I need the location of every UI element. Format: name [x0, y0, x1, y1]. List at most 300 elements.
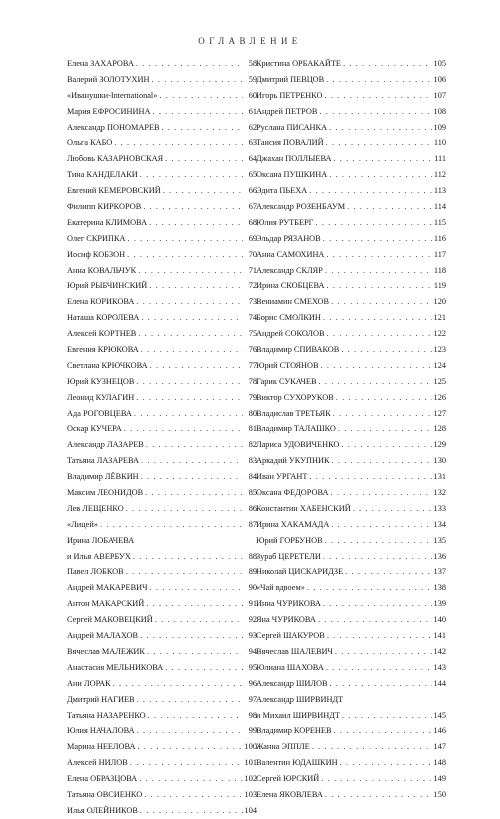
- toc-entry-name: Александр ПОНОМАРЕВ: [67, 122, 160, 132]
- dot-leader: [327, 326, 432, 342]
- toc-entry-name: Ирина ЛОБАЧЕВА: [67, 535, 135, 545]
- toc-entry-name: Ольга КАБО: [67, 138, 113, 148]
- toc-entry-page: 129: [433, 440, 446, 450]
- toc-entry-page: 137: [433, 567, 446, 577]
- toc-entry-page: 112: [433, 170, 446, 180]
- toc-entry-page: 90: [248, 583, 257, 593]
- toc-entry-name: Мария ЕФРОСИНИНА: [67, 106, 151, 116]
- toc-entry: [67, 72, 257, 88]
- toc-entry: [67, 437, 257, 453]
- toc-entry: [67, 151, 257, 167]
- toc-entry: [256, 215, 446, 231]
- toc-entry-name: Лариса УДОВИЧЕНКО: [256, 440, 340, 450]
- toc-entry-name: Сергей ЮРСКИЙ: [256, 774, 320, 784]
- toc-entry-name: Татьяна ЛАЗАРЕВА: [67, 456, 139, 466]
- toc-entry: [256, 120, 446, 136]
- toc-entry-name: Илья ОЛЕЙНИКОВ: [67, 805, 138, 815]
- toc-entry-page: 127: [433, 408, 446, 418]
- toc-entry: [67, 612, 257, 628]
- dot-leader: [159, 88, 243, 104]
- toc-entry-name: Эдита ПЬЕХА: [256, 186, 308, 196]
- toc-entry: [256, 72, 446, 88]
- toc-entry-page: 103: [244, 789, 257, 799]
- toc-entry-page: 99: [248, 726, 257, 736]
- dot-leader: [165, 151, 243, 167]
- dot-leader: [137, 723, 243, 739]
- dot-leader: [163, 183, 243, 199]
- dot-leader: [309, 469, 431, 485]
- dot-leader: [326, 278, 431, 294]
- toc-entry-name: Вячеслав МАЛЕЖИК: [67, 646, 145, 656]
- toc-entry: [67, 549, 257, 565]
- toc-entry-name: Филипп КИРКОРОВ: [67, 202, 142, 211]
- dot-leader: [152, 72, 244, 88]
- toc-entry: [67, 215, 257, 231]
- toc-entry: [256, 676, 446, 692]
- toc-entry-page: 93: [248, 631, 257, 641]
- dot-leader: [141, 342, 243, 358]
- dot-leader: [144, 787, 242, 803]
- dot-leader: [321, 358, 432, 374]
- dot-leader: [141, 310, 243, 326]
- toc-entry-name: Антон МАКАРСКИЙ: [67, 599, 145, 609]
- toc-entry: [256, 580, 446, 596]
- dot-leader: [149, 215, 243, 231]
- dot-leader: [345, 564, 431, 580]
- dot-leader: [149, 278, 243, 294]
- toc-entry: [67, 135, 257, 151]
- dot-leader: [127, 231, 243, 247]
- toc-entry-name: Елена КОРИКОВА: [67, 297, 135, 307]
- dot-leader: [334, 723, 432, 739]
- dot-leader: [147, 644, 243, 660]
- toc-entry-page: 104: [244, 805, 257, 815]
- toc-entry: [67, 406, 257, 422]
- toc-entry-page: 72: [248, 281, 257, 291]
- toc-entry-name: Руслана ПИСАНКА: [256, 122, 328, 132]
- toc-entry-page: 79: [248, 392, 257, 402]
- toc-entry: [67, 708, 257, 724]
- toc-entry-page: 98: [248, 710, 257, 720]
- toc-entry-name: Эльдар РЯЗАНОВ: [256, 233, 321, 243]
- toc-entry-name: Ада РОГОВЦЕВА: [67, 408, 132, 418]
- page-title: ОГЛАВЛЕНИЕ: [198, 36, 302, 46]
- toc-entry-name: «Лицей»: [67, 519, 98, 529]
- toc-entry-name: и Михаил ШИРВИНДТ: [256, 710, 340, 720]
- dot-leader: [341, 342, 431, 358]
- dot-leader: [332, 453, 432, 469]
- toc-entry: [67, 374, 257, 390]
- toc-entry-name: Евгений КЕМЕРОВСКИЙ: [67, 186, 161, 196]
- toc-entry: [256, 628, 446, 644]
- toc-entry-name: Елена ЯКОВЛЕВА: [256, 789, 323, 799]
- toc-entry: [67, 501, 257, 517]
- toc-entry: [256, 501, 446, 517]
- toc-left-column: [67, 56, 257, 819]
- toc-entry: [256, 723, 446, 739]
- dot-leader: [318, 612, 432, 628]
- toc-entry-name: Анна САМОХИНА: [256, 249, 325, 259]
- toc-entry: [256, 183, 446, 199]
- toc-entry-name: Александр ШИРВИНДТ: [256, 694, 344, 704]
- toc-entry: [67, 739, 257, 755]
- toc-entry-page: 66: [248, 186, 257, 196]
- toc-entry: [256, 247, 446, 263]
- toc-entry-name: Валентин ЮДАШКИН: [256, 758, 338, 768]
- toc-entry: [67, 676, 257, 692]
- toc-entry: [256, 406, 446, 422]
- toc-entry-page: 100: [244, 742, 257, 752]
- toc-entry-page: 146: [433, 726, 446, 736]
- toc-entry-page: 140: [433, 615, 446, 625]
- toc-entry: [67, 358, 257, 374]
- dot-leader: [326, 660, 432, 676]
- dot-leader: [127, 247, 243, 263]
- toc-entry: [67, 787, 257, 803]
- toc-entry-page: 114: [433, 202, 446, 211]
- dot-leader: [162, 120, 243, 136]
- toc-entry-page: 101: [244, 758, 257, 768]
- dot-leader: [312, 739, 432, 755]
- toc-entry: [256, 421, 446, 437]
- toc-entry: [256, 485, 446, 501]
- toc-entry-name: Жанна ЭППЛЕ: [256, 742, 310, 752]
- toc-entry-page: 126: [433, 392, 446, 402]
- toc-entry-page: 118: [433, 265, 446, 275]
- toc-entry-page: 148: [433, 758, 446, 768]
- toc-entry-page: 142: [433, 646, 446, 656]
- toc-entry-name: Владислав ТРЕТЬЯК: [256, 408, 331, 418]
- toc-entry-name: Любовь КАЗАРНОВСКАЯ: [67, 154, 164, 164]
- toc-entry: [256, 167, 446, 183]
- toc-entry: [67, 263, 257, 279]
- toc-entry-name: Алексей НИЛОВ: [67, 758, 128, 768]
- toc-entry-name: Леонид КУЛАГИН: [67, 392, 135, 402]
- toc-entry-page: 97: [248, 694, 257, 704]
- toc-entry-name: Валерий ЗОЛОТУХИН: [67, 74, 150, 84]
- toc-entry-name: Андрей СОКОЛОВ: [256, 329, 325, 339]
- toc-entry-page: 121: [433, 313, 446, 323]
- dot-leader: [347, 199, 432, 215]
- dot-leader: [326, 72, 431, 88]
- dot-leader: [114, 135, 243, 151]
- toc-entry: [256, 135, 446, 151]
- toc-entry-name: Лев ЛЕЩЕНКО: [67, 503, 124, 513]
- toc-entry-name: Аркадий УКУПНИК: [256, 456, 330, 466]
- toc-entry-name: Зураб ЦЕРЕТЕЛИ: [256, 551, 321, 561]
- dot-leader: [329, 120, 431, 136]
- toc-entry: [256, 596, 446, 612]
- dot-leader: [140, 803, 243, 819]
- toc-entry-page: 75: [248, 329, 257, 339]
- toc-entry-name: Наташа КОРОЛЕВА: [67, 313, 140, 323]
- dot-leader: [138, 326, 243, 342]
- toc-entry-name: Оксана ПУШКИНА: [256, 170, 328, 180]
- toc-entry: [67, 644, 257, 660]
- toc-entry-page: 76: [248, 345, 257, 355]
- toc-entry-name: Юрий СТОЯНОВ: [256, 360, 319, 370]
- toc-entry-page: 81: [248, 424, 257, 434]
- toc-entry: [67, 485, 257, 501]
- toc-entry: [67, 104, 257, 120]
- toc-entry: [67, 723, 257, 739]
- toc-entry-name: Оксана ФЕДОРОВА: [256, 488, 329, 498]
- toc-entry: [256, 708, 446, 724]
- dot-leader: [152, 104, 243, 120]
- toc-entry-name: Николай ЦИСКАРИДЗЕ: [256, 567, 344, 577]
- toc-entry-page: 62: [248, 122, 257, 132]
- toc-entry-page: 117: [433, 249, 446, 259]
- toc-entry-name: «Иванушки-International»: [67, 90, 158, 100]
- toc-entry-name: Юлиана ШАХОВА: [256, 662, 324, 672]
- toc-entry-name: Александр ЛАЗАРЕВ: [67, 440, 144, 450]
- toc-entry: [256, 310, 446, 326]
- toc-entry-page: 110: [433, 138, 446, 148]
- toc-entry-name: Джахан ПОЛЛЫЕВА: [256, 154, 332, 164]
- dot-leader: [343, 56, 432, 72]
- toc-entry-page: 68: [248, 217, 257, 227]
- toc-entry-page: 105: [433, 58, 446, 68]
- toc-entry: [67, 771, 257, 787]
- toc-entry-name: Игорь ПЕТРЕНКО: [256, 90, 323, 100]
- toc-entry-page: 125: [433, 376, 446, 386]
- toc-entry: [67, 167, 257, 183]
- toc-entry-name: Евгения КРЮКОВА: [67, 345, 139, 355]
- toc-entry-name: Вениамин СМЕХОВ: [256, 297, 330, 307]
- dot-leader: [100, 517, 243, 533]
- toc-entry-name: Юрий КУЗНЕЦОВ: [67, 376, 135, 386]
- toc-entry-page: 147: [433, 742, 446, 752]
- toc-entry-page: 109: [433, 122, 446, 132]
- toc-entry-name: Ирина ХАКАМАДА: [256, 519, 330, 529]
- toc-entry: [67, 56, 257, 72]
- toc-entry: [67, 342, 257, 358]
- dot-leader: [325, 263, 432, 279]
- toc-entry: [256, 278, 446, 294]
- toc-entry-name: Татьяна ОВСИЕНКО: [67, 789, 143, 799]
- toc-entry-page: 119: [433, 281, 446, 291]
- dot-leader: [323, 596, 432, 612]
- toc-entry-page: 134: [433, 519, 446, 529]
- toc-entry-name: Андрей МАКАРЕВИЧ: [67, 583, 148, 593]
- toc-entry: [256, 517, 446, 533]
- toc-entry-name: Виктор СУХОРУКОВ: [256, 392, 334, 402]
- toc-entry-page: 113: [433, 186, 446, 196]
- toc-entry-page: 132: [433, 488, 446, 498]
- toc-entry-name: Тина КАНДЕЛАКИ: [67, 170, 138, 180]
- toc-entry-page: 136: [433, 551, 446, 561]
- toc-entry: [256, 739, 446, 755]
- toc-entry-page: 63: [248, 138, 257, 148]
- toc-entry: [67, 517, 257, 533]
- toc-entry-name: Константин ХАБЕНСКИЙ: [256, 503, 351, 513]
- toc-entry: [256, 263, 446, 279]
- toc-entry: [256, 533, 446, 549]
- toc-entry-page: 120: [433, 297, 446, 307]
- toc-entry: [67, 660, 257, 676]
- toc-entry: [256, 56, 446, 72]
- toc-entry-page: 95: [248, 662, 257, 672]
- dot-leader: [155, 612, 243, 628]
- toc-entry-name: Алексей КОРТНЕВ: [67, 329, 137, 339]
- dot-leader: [315, 215, 431, 231]
- dot-leader: [331, 517, 431, 533]
- toc-entry: [256, 755, 446, 771]
- toc-entry-page: 83: [248, 456, 257, 466]
- toc-entry-page: 94: [248, 646, 257, 656]
- toc-entry: [256, 358, 446, 374]
- toc-entry-page: 89: [248, 567, 257, 577]
- toc-entry-name: Анастасия МЕЛЬНИКОВА: [67, 662, 164, 672]
- toc-entry-name: Дмитрий ПЕВЦОВ: [256, 74, 325, 84]
- toc-entry-name: Сергей МАКОВЕЦКИЙ: [67, 615, 153, 625]
- toc-entry: [256, 151, 446, 167]
- toc-entry: [256, 199, 446, 215]
- toc-entry: [256, 787, 446, 803]
- toc-entry-name: Александр СКЛЯР: [256, 265, 323, 275]
- dot-leader: [145, 485, 243, 501]
- dot-leader: [307, 580, 432, 596]
- toc-entry-name: Екатерина КЛИМОВА: [67, 217, 148, 227]
- toc-entry: [256, 342, 446, 358]
- toc-entry-page: 108: [433, 106, 446, 116]
- toc-entry-page: 64: [248, 154, 257, 164]
- toc-entry: [256, 549, 446, 565]
- toc-entry-name: Александр ШИЛОВ: [256, 678, 328, 688]
- toc-entry-name: Юлия РУТБЕРГ: [256, 217, 314, 227]
- toc-entry-name: Гарик СУКАЧЕВ: [256, 376, 317, 386]
- toc-entry: [67, 421, 257, 437]
- toc-entry-name: Павел ЛОБКОВ: [67, 567, 124, 577]
- dot-leader: [140, 628, 243, 644]
- toc-entry-name: Дмитрий НАГИЕВ: [67, 694, 135, 704]
- toc-entry: [256, 374, 446, 390]
- toc-entry-page: 124: [433, 360, 446, 370]
- toc-entry-page: 69: [248, 233, 257, 243]
- dot-leader: [134, 406, 243, 422]
- toc-entry-page: 86: [248, 503, 257, 513]
- dot-leader: [165, 660, 243, 676]
- toc-entry-page: 131: [433, 472, 446, 482]
- toc-entry-page: 87: [248, 519, 257, 529]
- toc-entry-name: Ирина СКОБЦЕВА: [256, 281, 325, 291]
- toc-entry-name: Владимир ЛЁВКИН: [67, 472, 139, 482]
- toc-entry-name: Анна КОВАЛЬЧУК: [67, 265, 137, 275]
- toc-entry-page: 60: [248, 90, 257, 100]
- dot-leader: [338, 421, 432, 437]
- toc-entry-name: Юрий ГОРБУНОВ: [256, 535, 323, 545]
- toc-entry-page: 71: [248, 265, 257, 275]
- toc-entry-page: 143: [433, 662, 446, 672]
- dot-leader: [333, 406, 432, 422]
- toc-entry-name: Владимир КОРЕНЕВ: [256, 726, 332, 736]
- toc-entry-page: 116: [433, 233, 446, 243]
- toc-entry-page: 82: [248, 440, 257, 450]
- toc-entry-page: 80: [248, 408, 257, 418]
- dot-leader: [138, 739, 243, 755]
- toc-entry: [67, 469, 257, 485]
- toc-entry-page: 139: [433, 599, 446, 609]
- toc-entry: [256, 771, 446, 787]
- dot-leader: [146, 437, 243, 453]
- toc-entry: [67, 533, 257, 549]
- dot-leader: [342, 708, 432, 724]
- toc-entry: [67, 294, 257, 310]
- dot-leader: [113, 676, 243, 692]
- dot-leader: [323, 231, 432, 247]
- toc-entry-page: 111: [434, 154, 446, 164]
- toc-entry: [67, 310, 257, 326]
- dot-leader: [150, 580, 244, 596]
- dot-leader: [309, 183, 432, 199]
- dot-leader: [126, 501, 243, 517]
- dot-leader: [140, 167, 243, 183]
- dot-leader: [150, 358, 243, 374]
- toc-entry: [67, 326, 257, 342]
- dot-leader: [333, 151, 432, 167]
- toc-entry-page: 65: [248, 170, 257, 180]
- toc-entry-page: 73: [248, 297, 257, 307]
- toc-entry-name: «Чай вдвоем»: [256, 583, 305, 593]
- toc-entry-name: Андрей МАЛАХОВ: [67, 631, 139, 641]
- toc-entry-page: 70: [248, 249, 257, 259]
- toc-entry-page: 141: [433, 631, 446, 641]
- toc-entry-page: 78: [248, 376, 257, 386]
- dot-leader: [325, 787, 432, 803]
- dot-leader: [326, 135, 432, 151]
- toc-entry-page: 58: [248, 58, 257, 68]
- toc-entry-name: Сергей ШАКУРОВ: [256, 631, 325, 641]
- dot-leader: [324, 88, 431, 104]
- toc-entry-page: 135: [433, 535, 446, 545]
- dot-leader: [130, 755, 243, 771]
- toc-entry: [256, 231, 446, 247]
- toc-entry-page: 130: [433, 456, 446, 466]
- toc-entry-name: и Илья АВЕРБУХ: [67, 551, 131, 561]
- toc-entry-name: Юлия НАЧАЛОВА: [67, 726, 135, 736]
- toc-entry: [256, 104, 446, 120]
- toc-entry-page: 85: [248, 488, 257, 498]
- dot-leader: [136, 294, 243, 310]
- toc-entry-name: Марина НЕЕЛОВА: [67, 742, 136, 752]
- dot-leader: [124, 421, 243, 437]
- toc-entry: [256, 437, 446, 453]
- dot-leader: [141, 469, 243, 485]
- dot-leader: [323, 310, 432, 326]
- dot-leader: [136, 56, 243, 72]
- toc-entry: [256, 469, 446, 485]
- dot-leader: [138, 263, 243, 279]
- toc-entry-page: 150: [433, 789, 446, 799]
- dot-leader: [327, 628, 432, 644]
- toc-entry-name: Юрий РЫБЧИНСКИЙ: [67, 281, 148, 291]
- dot-leader: [329, 167, 432, 183]
- dot-leader: [323, 549, 432, 565]
- toc-entry-page: 102: [244, 774, 257, 784]
- dot-leader: [143, 199, 243, 215]
- dot-leader: [136, 390, 243, 406]
- toc-entry: [67, 278, 257, 294]
- toc-entry-page: 84: [248, 472, 257, 482]
- toc-entry-name: Кристина ОРБАКАЙТЕ: [256, 58, 341, 68]
- toc-entry: [67, 580, 257, 596]
- toc-entry-page: 115: [433, 217, 446, 227]
- toc-entry-name: Андрей ПЕТРОВ: [256, 106, 318, 116]
- toc-entry-page: 106: [433, 74, 446, 84]
- toc-entry: [67, 453, 257, 469]
- dot-leader: [336, 390, 432, 406]
- toc-entry-page: 88: [248, 551, 257, 561]
